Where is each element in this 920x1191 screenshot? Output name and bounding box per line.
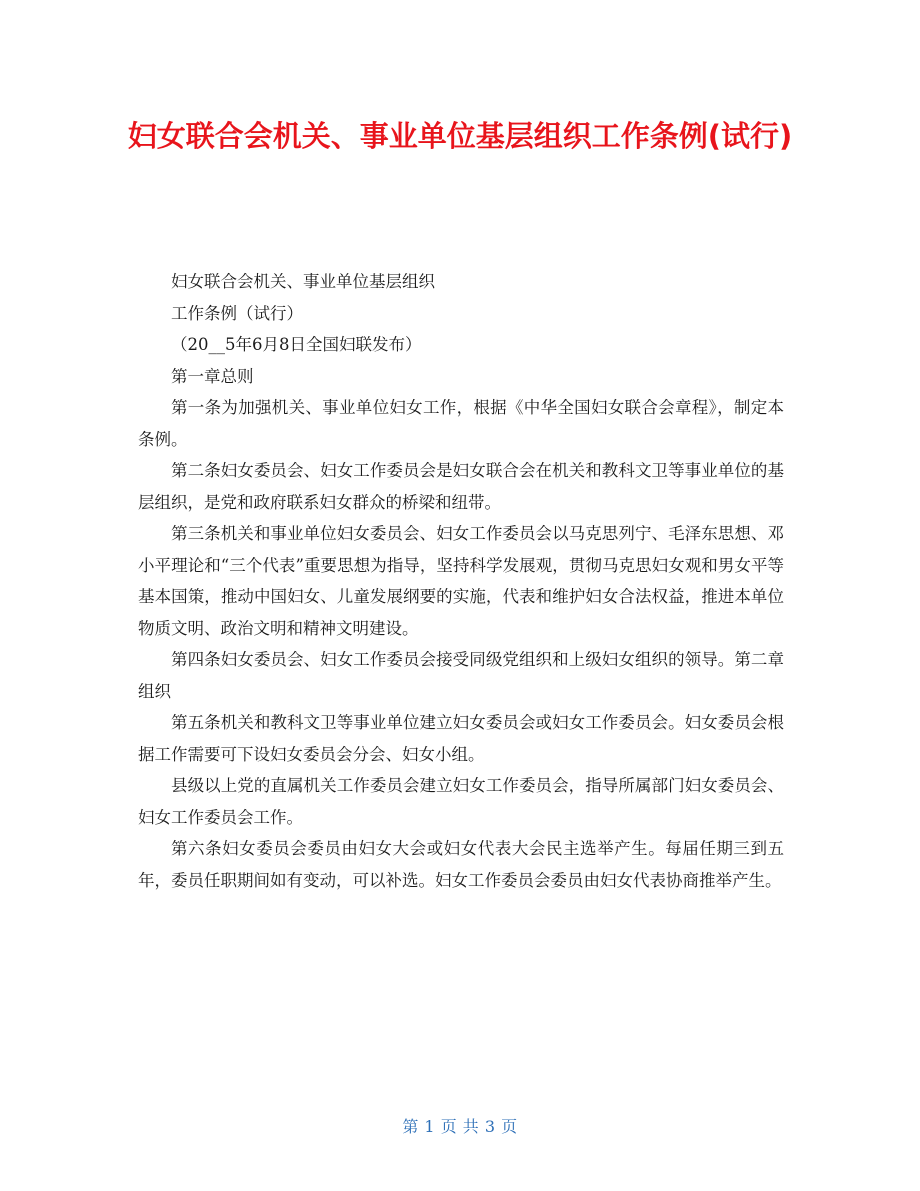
page-number-footer: 第 1 页 共 3 页	[402, 1117, 518, 1136]
paragraph: 第五条机关和教科文卫等事业单位建立妇女委员会或妇女工作委员会。妇女委员会根据工作需要可下设妇女委员会分会、妇女小组。	[138, 713, 784, 764]
paragraph: 第二条妇女委员会、妇女工作委员会是妇女联合会在机关和教科文卫等事业单位的基层组织，是党和政府联系妇女群众的桥梁和纽带。	[138, 461, 784, 512]
paragraph: （20__5年6月8日全国妇联发布）	[171, 335, 422, 354]
paragraph: 工作条例（试行）	[171, 303, 303, 323]
paragraph: 妇女联合会机关、事业单位基层组织	[171, 272, 435, 291]
paragraph: 第三条机关和事业单位妇女委员会、妇女工作委员会以马克思列宁、毛泽东思想、邓小平理论和“三个代表”重要思想为指导，坚持科学发展观，贯彻马克思妇女观和男女平等基本国策，推动中国妇女、儿童发展纲要的实施，代表和维护妇女合法权益，推进本单位物质文明、政治文明和精神文明建设。	[138, 524, 784, 638]
chapter-heading: 第一章总则	[171, 366, 254, 386]
document-title: 妇女联合会机关、事业单位基层组织工作条例(试行)	[127, 119, 793, 153]
paragraph: 县级以上党的直属机关工作委员会建立妇女工作委员会，指导所属部门妇女委员会、妇女工作委员会工作。	[138, 776, 784, 827]
paragraph: 第四条妇女委员会、妇女工作委员会接受同级党组织和上级妇女组织的领导。第二章组织	[138, 650, 784, 701]
paragraph: 第一条为加强机关、事业单位妇女工作，根据《中华全国妇女联合会章程》，制定本条例。	[138, 398, 784, 449]
paragraph: 第六条妇女委员会委员由妇女大会或妇女代表大会民主选举产生。每届任期三到五年，委员任职期间如有变动，可以补选。妇女工作委员会委员由妇女代表协商推举产生。	[138, 839, 784, 890]
document-body	[138, 266, 784, 896]
